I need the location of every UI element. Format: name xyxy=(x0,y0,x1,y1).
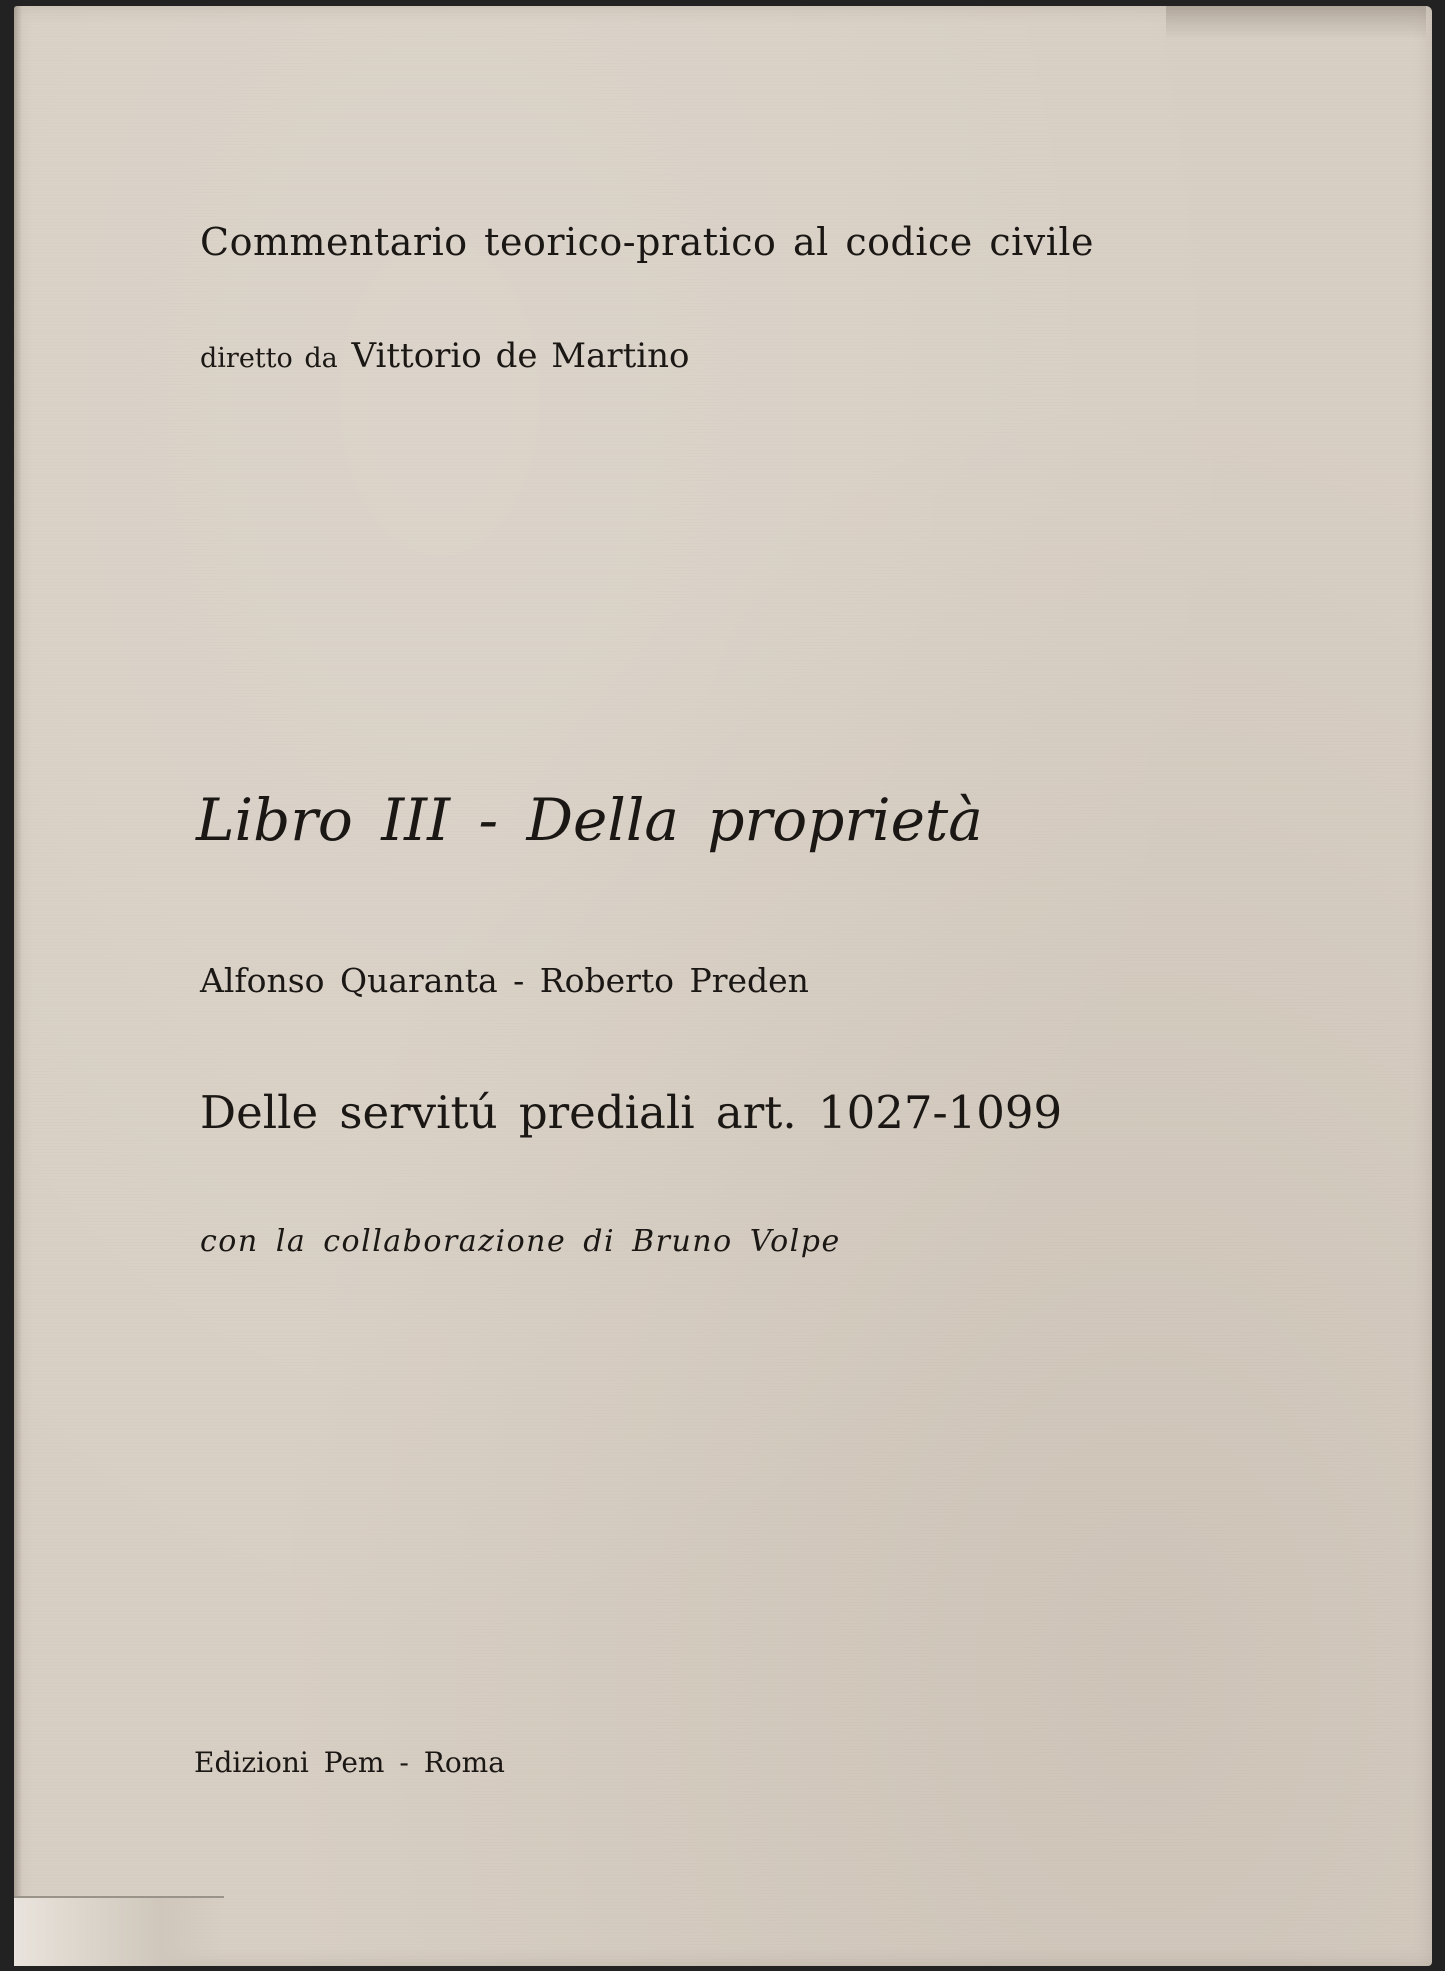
top-edge-wear xyxy=(1166,6,1426,40)
publisher: Edizioni Pem - Roma xyxy=(194,1746,505,1779)
series-title: Commentario teorico-pratico al codice civile xyxy=(200,220,1095,264)
director-name: Vittorio de Martino xyxy=(351,336,690,376)
spine-edge-shadow xyxy=(14,6,22,1966)
book-title: Libro III - Della proprietà xyxy=(196,786,983,854)
collaboration-credit: con la collaborazione di Bruno Volpe xyxy=(200,1224,841,1259)
bottom-corner-wear xyxy=(14,1896,224,1966)
subject-title: Delle servitú prediali art. 1027-1099 xyxy=(200,1086,1063,1139)
director-prefix: diretto da xyxy=(200,343,338,374)
authors: Alfonso Quaranta - Roberto Preden xyxy=(200,961,809,1000)
director-line xyxy=(200,336,690,376)
book-cover xyxy=(14,6,1432,1966)
